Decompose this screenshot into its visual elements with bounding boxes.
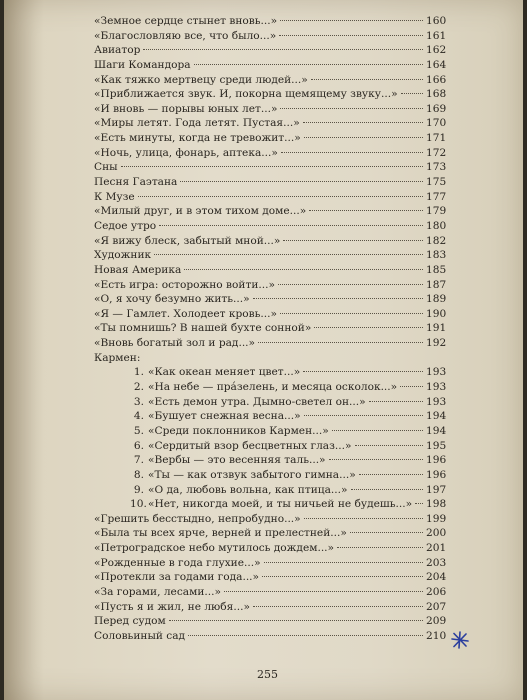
dot-leader bbox=[281, 152, 423, 153]
dot-leader bbox=[280, 313, 423, 314]
entry-page: 172 bbox=[426, 146, 447, 159]
entry-page: 198 bbox=[426, 498, 447, 511]
entry-title: «Есть демон утра. Дымно-светел он...» bbox=[148, 395, 366, 408]
entry-page: 187 bbox=[426, 278, 447, 291]
dot-leader bbox=[337, 547, 423, 548]
dot-leader bbox=[415, 503, 423, 504]
toc-entry bbox=[94, 629, 446, 644]
dot-leader bbox=[224, 591, 423, 592]
entry-page: 173 bbox=[426, 161, 447, 174]
entry-number: 9. bbox=[133, 483, 144, 496]
entry-title: «Ты помнишь? В нашей бухте сонной» bbox=[94, 322, 312, 335]
entry-title: «О, я хочу безумно жить...» bbox=[94, 293, 250, 306]
dot-leader bbox=[121, 166, 423, 167]
entry-page: 196 bbox=[426, 468, 447, 481]
dot-leader bbox=[359, 474, 423, 475]
toc-entry bbox=[94, 336, 446, 351]
dot-leader bbox=[304, 518, 423, 519]
dot-leader bbox=[400, 386, 423, 387]
entry-page: 183 bbox=[426, 249, 447, 262]
entry-page: 204 bbox=[426, 571, 447, 584]
entry-page: 190 bbox=[426, 307, 447, 320]
entry-title: «Ночь, улица, фонарь, аптека...» bbox=[94, 146, 278, 159]
entry-title: «И вновь — порывы юных лет...» bbox=[94, 102, 278, 115]
entry-page: 194 bbox=[426, 424, 447, 437]
toc-entry bbox=[94, 234, 446, 249]
toc-entry bbox=[94, 570, 446, 585]
entry-page: 203 bbox=[426, 556, 447, 569]
dot-leader bbox=[314, 327, 423, 328]
dot-leader bbox=[309, 210, 423, 211]
entry-title: К Музе bbox=[94, 190, 135, 203]
entry-page: 182 bbox=[426, 234, 447, 247]
toc-entry bbox=[94, 263, 446, 278]
toc-entry bbox=[94, 600, 446, 615]
entry-page: 193 bbox=[426, 381, 447, 394]
entry-number: 10. bbox=[130, 498, 147, 511]
dot-leader bbox=[278, 284, 423, 285]
entry-title: Новая Америка bbox=[94, 263, 182, 276]
entry-page: 210 bbox=[426, 629, 447, 642]
entry-title: «Как океан меняет цвет...» bbox=[148, 366, 301, 379]
dot-leader bbox=[262, 576, 423, 577]
book-page bbox=[4, 0, 523, 700]
entry-page: 200 bbox=[426, 527, 447, 540]
entry-page: 169 bbox=[426, 102, 447, 115]
dot-leader bbox=[188, 635, 423, 636]
toc-sub-entry bbox=[94, 468, 446, 483]
toc-sub-entry bbox=[94, 453, 446, 468]
entry-number: 8. bbox=[133, 468, 144, 481]
toc-entry bbox=[94, 541, 446, 556]
entry-page: 197 bbox=[426, 483, 447, 496]
toc-sub-entry bbox=[94, 439, 446, 454]
entry-page: 207 bbox=[426, 600, 447, 613]
entry-title: «Вербы — это весенняя таль...» bbox=[148, 454, 326, 467]
toc-sub-entry bbox=[94, 497, 446, 512]
ink-star-icon bbox=[450, 630, 470, 650]
entry-title: «Благословляю все, что было...» bbox=[94, 29, 277, 42]
dot-leader bbox=[329, 459, 423, 460]
entry-title: «Протекли за годами года...» bbox=[94, 571, 260, 584]
toc-entry bbox=[94, 512, 446, 527]
dot-leader bbox=[369, 401, 423, 402]
toc-entry bbox=[94, 131, 446, 146]
entry-title: Сны bbox=[94, 161, 118, 174]
dot-leader bbox=[351, 489, 424, 490]
entry-page: 170 bbox=[426, 117, 447, 130]
entry-title: Перед судом bbox=[94, 615, 166, 628]
toc-entry bbox=[94, 248, 446, 263]
dot-leader bbox=[280, 108, 423, 109]
toc-sub-entry bbox=[94, 380, 446, 395]
entry-number: 1. bbox=[133, 366, 144, 379]
entry-page: 199 bbox=[426, 512, 447, 525]
dot-leader bbox=[264, 562, 423, 563]
entry-title: «Петроградское небо мутилось дождем...» bbox=[94, 542, 335, 555]
toc-sub-entry bbox=[94, 409, 446, 424]
toc-entry bbox=[94, 204, 446, 219]
entry-title: «Милый друг, и в этом тихом доме...» bbox=[94, 205, 307, 218]
toc-entry bbox=[94, 29, 446, 44]
dot-leader bbox=[159, 225, 423, 226]
toc-entry bbox=[94, 190, 446, 205]
dot-leader bbox=[280, 20, 423, 21]
toc-entry bbox=[94, 556, 446, 571]
toc-entry bbox=[94, 321, 446, 336]
toc-entry bbox=[94, 219, 446, 234]
toc-entry bbox=[94, 278, 446, 293]
entry-title: Авиатор bbox=[94, 44, 141, 57]
entry-title: «Есть минуты, когда не тревожит...» bbox=[94, 132, 301, 145]
toc-entry bbox=[94, 160, 446, 175]
dot-leader bbox=[311, 79, 423, 80]
entry-title: Седое утро bbox=[94, 219, 157, 232]
toc-entry bbox=[94, 58, 446, 73]
entry-title: «Среди поклонников Кармен...» bbox=[148, 424, 329, 437]
entry-page: 161 bbox=[426, 29, 447, 42]
entry-number: 4. bbox=[133, 410, 144, 423]
entry-page: 175 bbox=[426, 176, 447, 189]
toc-sub-entry bbox=[94, 424, 446, 439]
dot-leader bbox=[303, 371, 423, 372]
entry-title: «Бушует снежная весна...» bbox=[148, 410, 301, 423]
entry-title: «Как тяжко мертвецу среди людей...» bbox=[94, 73, 308, 86]
toc-sub-entry bbox=[94, 395, 446, 410]
entry-title: «Пусть я и жил, не любя...» bbox=[94, 600, 250, 613]
entry-title: «Есть игра: осторожно войти...» bbox=[94, 278, 275, 291]
entry-title: «Приближается звук. И, покорна щемящему звуку...» bbox=[94, 88, 398, 101]
entry-page: 201 bbox=[426, 542, 447, 555]
entry-page: 192 bbox=[426, 337, 447, 350]
entry-page: 160 bbox=[426, 15, 447, 27]
entry-title: «Земное сердце стынет вновь...» bbox=[94, 15, 278, 27]
entry-title: «Грешить бесстыдно, непробудно...» bbox=[94, 512, 301, 525]
entry-page: 179 bbox=[426, 205, 447, 218]
entry-page: 195 bbox=[426, 439, 447, 452]
toc-sub-entry bbox=[94, 365, 446, 380]
entry-title: «На небе — прáзелень, и месяца осколок...» bbox=[148, 381, 398, 394]
dot-leader bbox=[253, 298, 423, 299]
dot-leader bbox=[180, 181, 423, 182]
entry-page: 196 bbox=[426, 454, 447, 467]
toc-entry bbox=[94, 292, 446, 307]
entry-page: 177 bbox=[426, 190, 447, 203]
entry-page: 185 bbox=[426, 263, 447, 276]
entry-page: 180 bbox=[426, 219, 447, 232]
entry-page: 162 bbox=[426, 44, 447, 57]
entry-page: 193 bbox=[426, 366, 447, 379]
dot-leader bbox=[194, 64, 423, 65]
toc-entry bbox=[94, 526, 446, 541]
entry-page: 193 bbox=[426, 395, 447, 408]
toc-entry bbox=[94, 102, 446, 117]
toc-entry bbox=[94, 87, 446, 102]
entry-number: 6. bbox=[133, 439, 144, 452]
entry-title: «За горами, лесами...» bbox=[94, 585, 221, 598]
entry-title: Песня Гаэтана bbox=[94, 176, 178, 189]
toc-entry bbox=[94, 614, 446, 629]
toc-entry bbox=[94, 146, 446, 161]
section-heading: Кармен: bbox=[94, 351, 141, 364]
toc-entry bbox=[94, 43, 446, 58]
dot-leader bbox=[184, 269, 423, 270]
toc-entry bbox=[94, 116, 446, 131]
toc-sub-entry bbox=[94, 483, 446, 498]
entry-number: 5. bbox=[133, 424, 144, 437]
entry-title: «Я вижу блеск, забытый мной...» bbox=[94, 234, 281, 247]
entry-page: 194 bbox=[426, 410, 447, 423]
entry-page: 164 bbox=[426, 58, 447, 71]
entry-title: «Я — Гамлет. Холодеет кровь...» bbox=[94, 307, 277, 320]
entry-page: 206 bbox=[426, 585, 447, 598]
entry-title: «Была ты всех ярче, верней и прелестней...» bbox=[94, 527, 347, 540]
toc-entry bbox=[94, 585, 446, 600]
table-of-contents bbox=[94, 14, 446, 644]
entry-title: «Вновь богатый зол и рад...» bbox=[94, 337, 256, 350]
dot-leader bbox=[138, 196, 423, 197]
dot-leader bbox=[154, 254, 423, 255]
dot-leader bbox=[304, 415, 423, 416]
page-number: 255 bbox=[257, 668, 278, 681]
entry-page: 166 bbox=[426, 73, 447, 86]
entry-title: «Ты — как отзвук забытого гимна...» bbox=[148, 468, 356, 481]
dot-leader bbox=[401, 93, 423, 94]
entry-page: 168 bbox=[426, 88, 447, 101]
entry-title: Художник bbox=[94, 249, 152, 262]
entry-title: Шаги Командора bbox=[94, 58, 191, 71]
dot-leader bbox=[355, 445, 424, 446]
dot-leader bbox=[304, 137, 423, 138]
entry-page: 191 bbox=[426, 322, 447, 335]
entry-number: 3. bbox=[133, 395, 144, 408]
toc-entry bbox=[94, 307, 446, 322]
dot-leader bbox=[143, 49, 423, 50]
entry-title: «Сердитый взор бесцветных глаз...» bbox=[148, 439, 352, 452]
dot-leader bbox=[279, 35, 423, 36]
dot-leader bbox=[258, 342, 423, 343]
dot-leader bbox=[283, 240, 423, 241]
entry-title: «Миры летят. Года летят. Пустая...» bbox=[94, 117, 300, 130]
dot-leader bbox=[332, 430, 423, 431]
toc-entry bbox=[94, 175, 446, 190]
entry-title: «Нет, никогда моей, и ты ничьей не будешь...» bbox=[148, 498, 412, 511]
entry-number: 7. bbox=[133, 454, 144, 467]
dot-leader bbox=[303, 122, 423, 123]
entry-title: Соловьиный сад bbox=[94, 629, 186, 642]
entry-page: 171 bbox=[426, 132, 447, 145]
entry-page: 189 bbox=[426, 293, 447, 306]
entry-title: «Рожденные в года глухие...» bbox=[94, 556, 261, 569]
toc-entry bbox=[94, 73, 446, 88]
dot-leader bbox=[169, 620, 423, 621]
entry-title: «О да, любовь вольна, как птица...» bbox=[148, 483, 348, 496]
entry-page: 209 bbox=[426, 615, 447, 628]
entry-number: 2. bbox=[133, 381, 144, 394]
dot-leader bbox=[253, 606, 423, 607]
toc-entry bbox=[94, 14, 446, 29]
dot-leader bbox=[350, 532, 423, 533]
